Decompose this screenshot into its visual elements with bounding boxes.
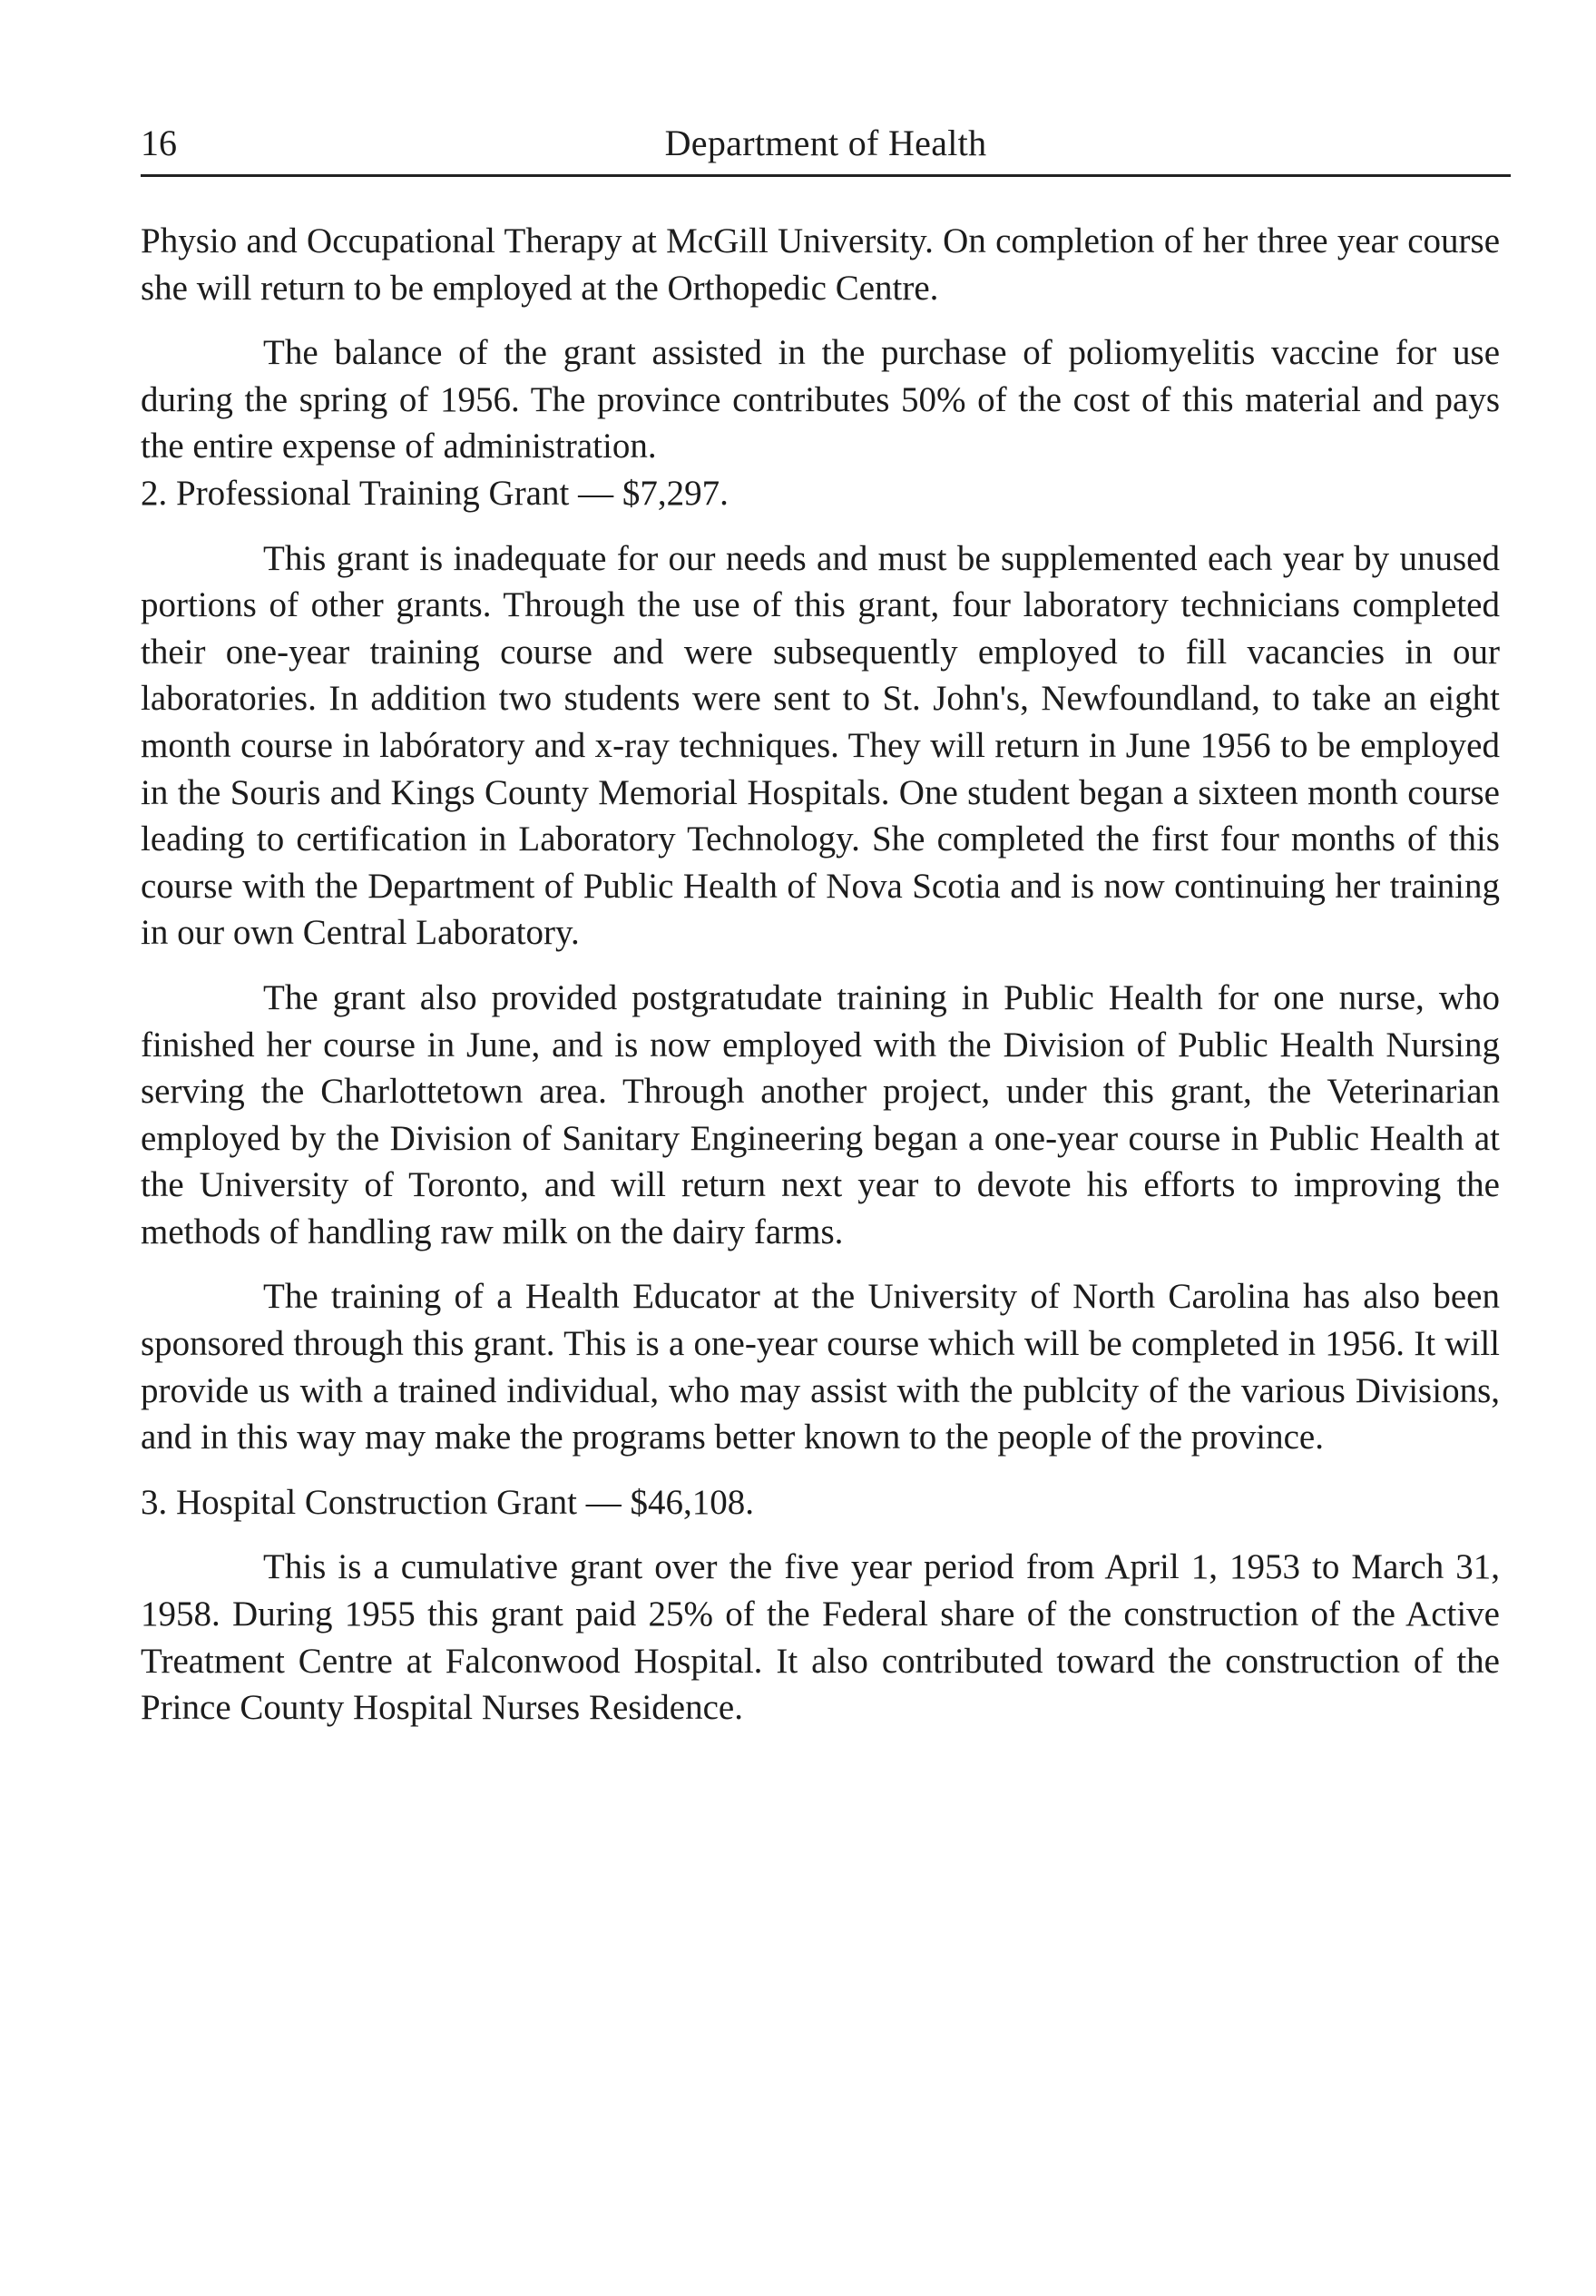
- paragraph-training-grant: This grant is inadequate for our needs and must be supplemented each year by unused portions of other grants. Through the use of this grant, four laboratory technicians completed their one-year training course and were subsequently employed to fill vacancies in our laboratories. In addition two students were sent to St. John's, Newfoundland, to take an eight month course in labóratory and x-ray techniques. They will return in June 1956 to be employed in the Souris and Kings County Memorial Hospitals. One student began a sixteen month course leading to certification in Laboratory Technology. She completed the first four months of this course with the Department of Public Health of Nova Scotia and is now continuing her training in our own Central Laboratory.: [141, 538, 1500, 953]
- paragraph-postgraduate: The grant also provided postgratudate training in Public Health for one nurse, who finished her course in June, and is now employed with the Division of Public Health Nursing serving the Charlottetown area. Through another project, under this grant, the Veterinarian employed by the Division of Sanitary Engineering began a one-year course in Public Health at the University of Toronto, and will return next year to devote his efforts to improving the methods of handling raw milk on the dairy farms.: [141, 977, 1500, 1251]
- section-heading-professional-training: 2. Professional Training Grant — $7,297.: [141, 473, 729, 513]
- page-header: [141, 116, 1511, 171]
- running-title: Department of Health: [664, 123, 987, 163]
- paragraph-cumulative-grant: This is a cumulative grant over the five year period from April 1, 1953 to March 31, 1958. During 1955 this grant paid 25% of the Federal share of the construction of the Active Treatment Centre at Falconwood Hospital. It also contributed toward the construction of the Prince County Hospital Nurses Residence.: [141, 1547, 1500, 1728]
- paragraph-health-educator: The training of a Health Educator at the University of North Carolina has also been sponsored through this grant. This is a one-year course which will be completed in 1956. It will provide us with a trained individual, who may assist with the publcity of the various Divisions, and in this way may make the programs better known to the people of the province.: [141, 1277, 1500, 1457]
- body-text: [141, 218, 1500, 1750]
- paragraph-continuation: Physio and Occupational Therapy at McGill University. On completion of her three year course she will return to be employed at the Orthopedic Centre.: [141, 221, 1500, 308]
- paragraph-vaccine: The balance of the grant assisted in the purchase of poliomyelitis vaccine for use during the spring of 1956. The province contributes 50% of the cost of this material and pays the entire expense of administration.: [141, 333, 1500, 466]
- header-rule: [141, 174, 1511, 177]
- page-number: 16: [141, 123, 177, 163]
- section-heading-hospital-construction: 3. Hospital Construction Grant — $46,108.: [141, 1482, 754, 1522]
